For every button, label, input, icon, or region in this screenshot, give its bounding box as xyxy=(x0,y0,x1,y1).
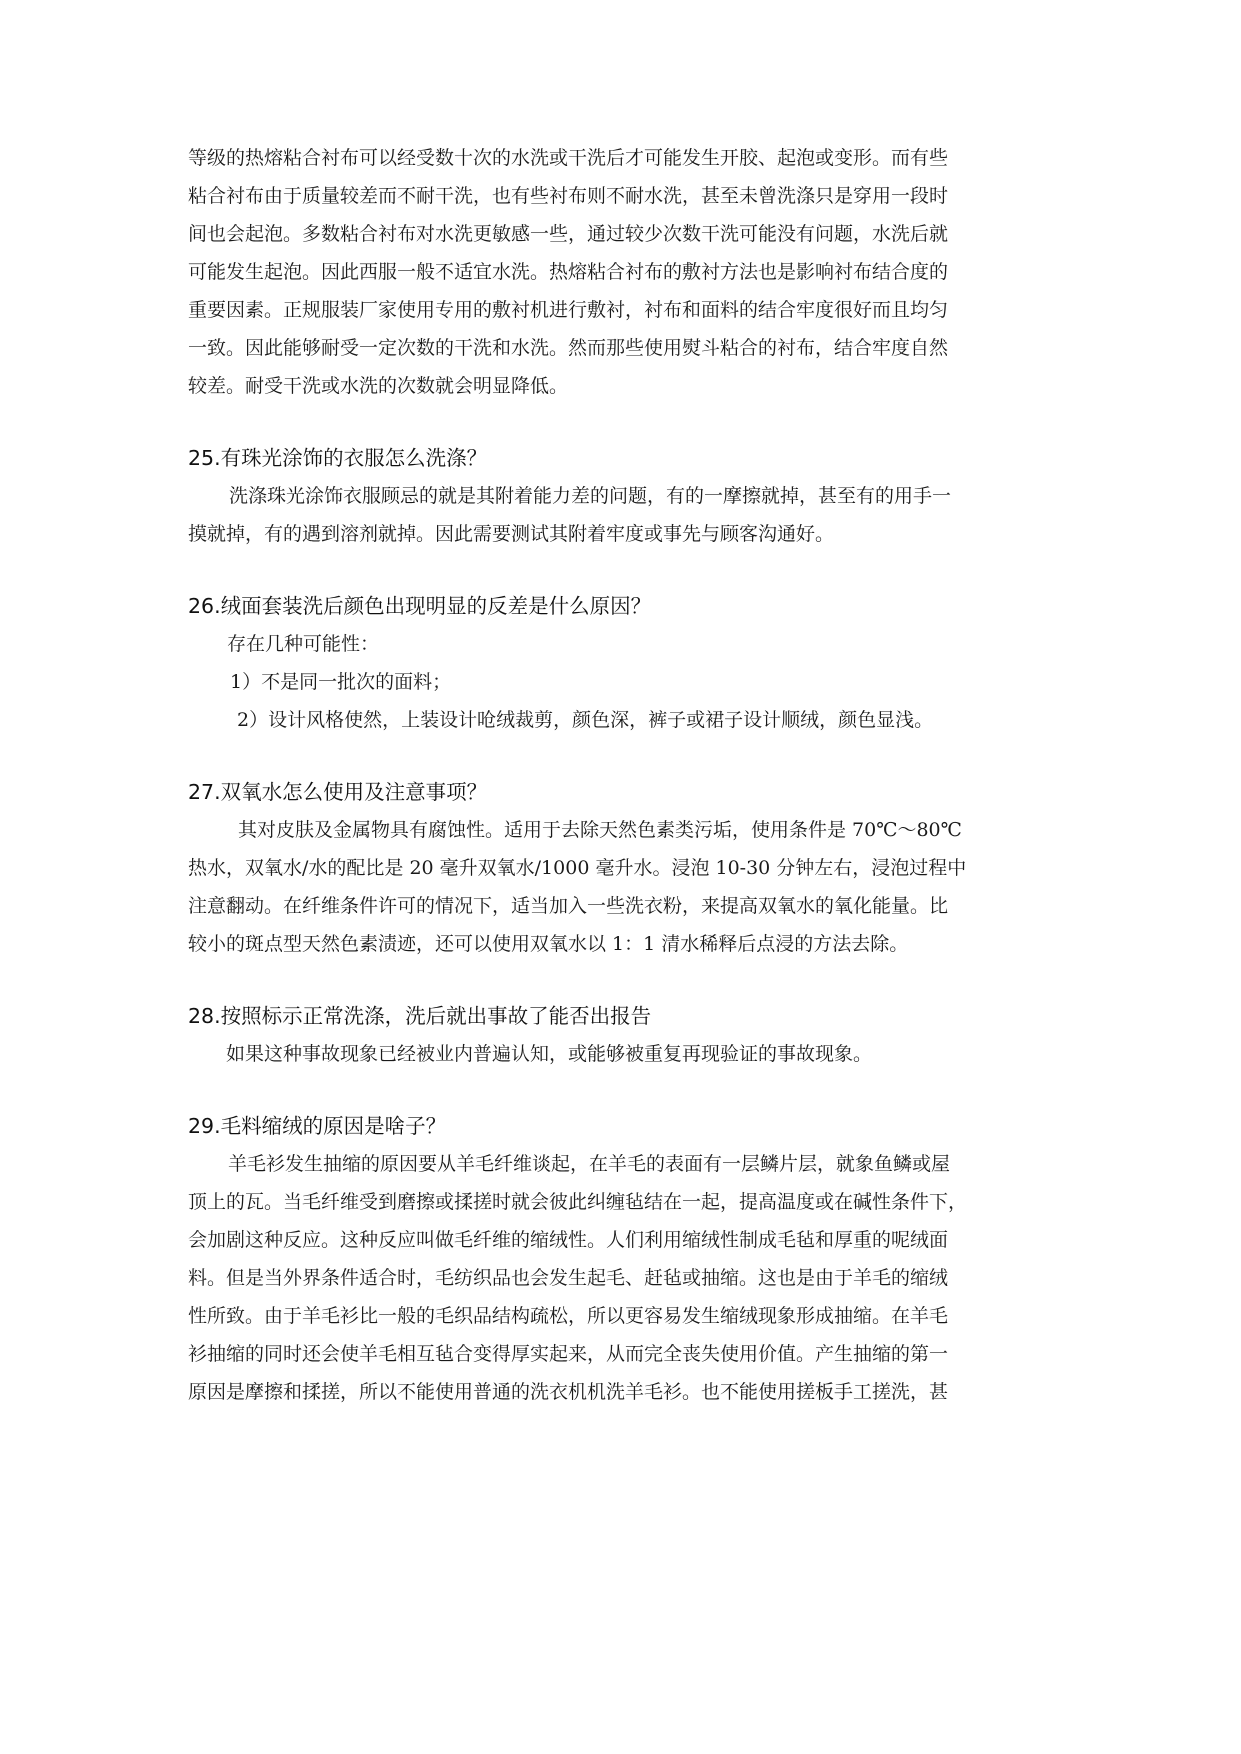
list-item: 1）不是同一批次的面料； xyxy=(230,671,452,693)
question-heading-25: 25.有珠光涂饰的衣服怎么洗涤？ xyxy=(188,446,488,470)
question-heading-27: 27.双氧水怎么使用及注意事项？ xyxy=(188,780,488,804)
paragraph-line: 粘合衬布由于质量较差而不耐干洗，也有些衬布则不耐水洗，甚至未曾洗涤只是穿用一段时 xyxy=(188,185,949,207)
paragraph-line: 原因是摩擦和揉搓，所以不能使用普通的洗衣机机洗羊毛衫。也不能使用搓板手工搓洗，甚 xyxy=(188,1381,949,1403)
paragraph-line: 如果这种事故现象已经被业内普遍认知，或能够被重复再现验证的事故现象。 xyxy=(226,1043,873,1065)
paragraph-line: 注意翻动。在纤维条件许可的情况下，适当加入一些洗衣粉，来提高双氧水的氧化能量。比 xyxy=(188,895,949,917)
paragraph-line: 会加剧这种反应。这种反应叫做毛纤维的缩绒性。人们利用缩绒性制成毛毡和厚重的呢绒面 xyxy=(188,1229,949,1251)
list-item: 2）设计风格使然，上装设计呛绒裁剪，颜色深，裤子或裙子设计顺绒，颜色显浅。 xyxy=(237,709,934,731)
paragraph-line: 料。但是当外界条件适合时，毛纺织品也会发生起毛、赶毡或抽缩。这也是由于羊毛的缩绒 xyxy=(188,1267,949,1289)
paragraph-line: 热水，双氧水/水的配比是 20 毫升双氧水/1000 毫升水。浸泡 10-30 分钟左右，浸泡过程中 xyxy=(188,857,967,879)
question-heading-28: 28.按照标示正常洗涤，洗后就出事故了能否出报告 xyxy=(188,1004,652,1028)
paragraph-line: 等级的热熔粘合衬布可以经受数十次的水洗或干洗后才可能发生开胶、起泡或变形。而有些 xyxy=(188,147,949,169)
paragraph-line: 羊毛衫发生抽缩的原因要从羊毛纤维谈起，在羊毛的表面有一层鳞片层，就象鱼鳞或屋 xyxy=(228,1153,951,1175)
question-heading-26: 26.绒面套装洗后颜色出现明显的反差是什么原因？ xyxy=(188,594,652,618)
paragraph-line: 较小的斑点型天然色素渍迹，还可以使用双氧水以 1：1 清水稀释后点浸的方法去除。 xyxy=(188,933,909,955)
paragraph-line: 其对皮肤及金属物具有腐蚀性。适用于去除天然色素类污垢，使用条件是 70℃～80℃ xyxy=(238,819,962,841)
paragraph-line: 可能发生起泡。因此西服一般不适宜水洗。热熔粘合衬布的敷衬方法也是影响衬布结合度的 xyxy=(188,261,949,283)
question-heading-29: 29.毛料缩绒的原因是啥子？ xyxy=(188,1114,447,1138)
paragraph-line: 摸就掉，有的遇到溶剂就掉。因此需要测试其附着牢度或事先与顾客沟通好。 xyxy=(188,523,835,545)
paragraph-line: 存在几种可能性： xyxy=(227,633,380,655)
paragraph-line: 顶上的瓦。当毛纤维受到磨擦或揉搓时就会彼此纠缠毡结在一起，提高温度或在碱性条件下， xyxy=(188,1191,968,1213)
paragraph-line: 重要因素。正规服装厂家使用专用的敷衬机进行敷衬，衬布和面料的结合牢度很好而且均匀 xyxy=(188,299,949,321)
paragraph-line: 一致。因此能够耐受一定次数的干洗和水洗。然而那些使用熨斗粘合的衬布，结合牢度自然 xyxy=(188,337,949,359)
paragraph-line: 衫抽缩的同时还会使羊毛相互毡合变得厚实起来，从而完全丧失使用价值。产生抽缩的第一 xyxy=(188,1343,949,1365)
paragraph-line: 洗涤珠光涂饰衣服顾忌的就是其附着能力差的问题，有的一摩擦就掉，甚至有的用手一 xyxy=(229,485,952,507)
paragraph-line: 较差。耐受干洗或水洗的次数就会明显降低。 xyxy=(188,375,569,397)
paragraph-line: 间也会起泡。多数粘合衬布对水洗更敏感一些，通过较少次数干洗可能没有问题，水洗后就 xyxy=(188,223,949,245)
paragraph-line: 性所致。由于羊毛衫比一般的毛织品结构疏松，所以更容易发生缩绒现象形成抽缩。在羊毛 xyxy=(188,1305,949,1327)
